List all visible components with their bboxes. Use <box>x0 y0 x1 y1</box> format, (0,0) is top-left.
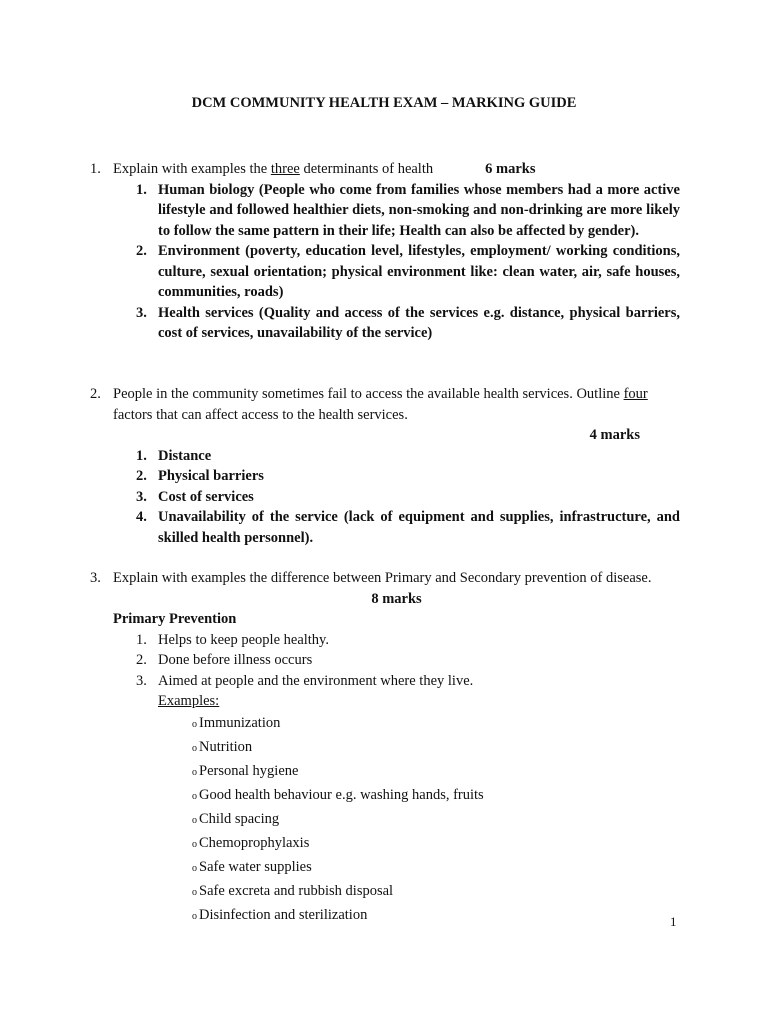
question-number: 2. <box>90 386 101 402</box>
list-item: o Personal hygiene <box>192 762 299 779</box>
list-item: 1. Human biology (People who come from families whose members had a more active lifestyle and followed healthier diets, non-smoking and non-drinking are more likely to follow the same pattern in their life; Health can also be affected by gender). <box>136 181 680 239</box>
list-item: 1. Distance <box>136 447 212 464</box>
answer-list <box>90 180 680 344</box>
examples-label: Examples: <box>158 693 220 709</box>
list-item: 2. Environment (poverty, education level, lifestyles, employment/ working conditions, culture, sexual orientation; physical environment like: clean water, air, safe houses, communities, roads) <box>136 243 680 300</box>
question-1 <box>90 159 680 344</box>
page-number: 1 <box>670 914 677 929</box>
question-text: People in the community sometimes fail to access the available health services. Outline four factors that can affect access to the health services. <box>113 386 648 423</box>
bullet-icon: o <box>192 838 197 850</box>
bullet-icon: o <box>192 790 197 802</box>
question-3 <box>90 568 680 928</box>
bullet-icon: o <box>192 742 197 754</box>
bullet-icon: o <box>192 886 197 898</box>
list-item: o Nutrition <box>192 738 253 755</box>
list-item: o Child spacing <box>192 810 280 827</box>
list-item: o Chemoprophylaxis <box>192 834 310 851</box>
section-subheading: Primary Prevention <box>113 611 237 627</box>
point-list <box>90 630 680 692</box>
list-item: 3. Cost of services <box>136 488 254 505</box>
bullet-icon: o <box>192 766 197 778</box>
list-item: 2. Done before illness occurs <box>136 652 313 668</box>
question-number: 1. <box>90 161 101 177</box>
question-marks: 8 marks <box>371 590 422 607</box>
bullet-icon: o <box>192 910 197 922</box>
question-2 <box>90 384 680 548</box>
question-text: Explain with examples the difference between Primary and Secondary prevention of disease. <box>113 570 652 586</box>
bullet-icon: o <box>192 814 197 826</box>
examples-list <box>90 712 680 928</box>
list-item: 2. Physical barriers <box>136 468 264 484</box>
page-title: DCM COMMUNITY HEALTH EXAM – MARKING GUIDE <box>191 95 577 111</box>
list-item: 3. Health services (Quality and access of the services e.g. distance, physical barriers, cost of services, unavailability of the service) <box>136 304 680 341</box>
question-marks: 6 marks <box>485 161 536 177</box>
answer-list <box>90 446 680 549</box>
question-text: Explain with examples the three determinants of health 6 marks <box>113 161 536 177</box>
list-item: o Safe excreta and rubbish disposal <box>192 882 394 899</box>
list-item: o Disinfection and sterilization <box>192 906 368 923</box>
list-item: 3. Aimed at people and the environment where they live. <box>136 672 474 689</box>
list-item: o Immunization <box>192 714 281 731</box>
list-item: o Safe water supplies <box>192 858 312 875</box>
question-number: 3. <box>90 570 101 586</box>
bullet-icon: o <box>192 718 197 730</box>
question-marks: 4 marks <box>589 427 640 443</box>
bullet-icon: o <box>192 862 197 874</box>
list-item: 1. Helps to keep people healthy. <box>136 631 329 648</box>
list-item: 4. Unavailability of the service (lack of equipment and supplies, infrastructure, and skilled health personnel). <box>136 509 680 546</box>
list-item: o Good health behaviour e.g. washing hands, fruits <box>192 786 484 803</box>
